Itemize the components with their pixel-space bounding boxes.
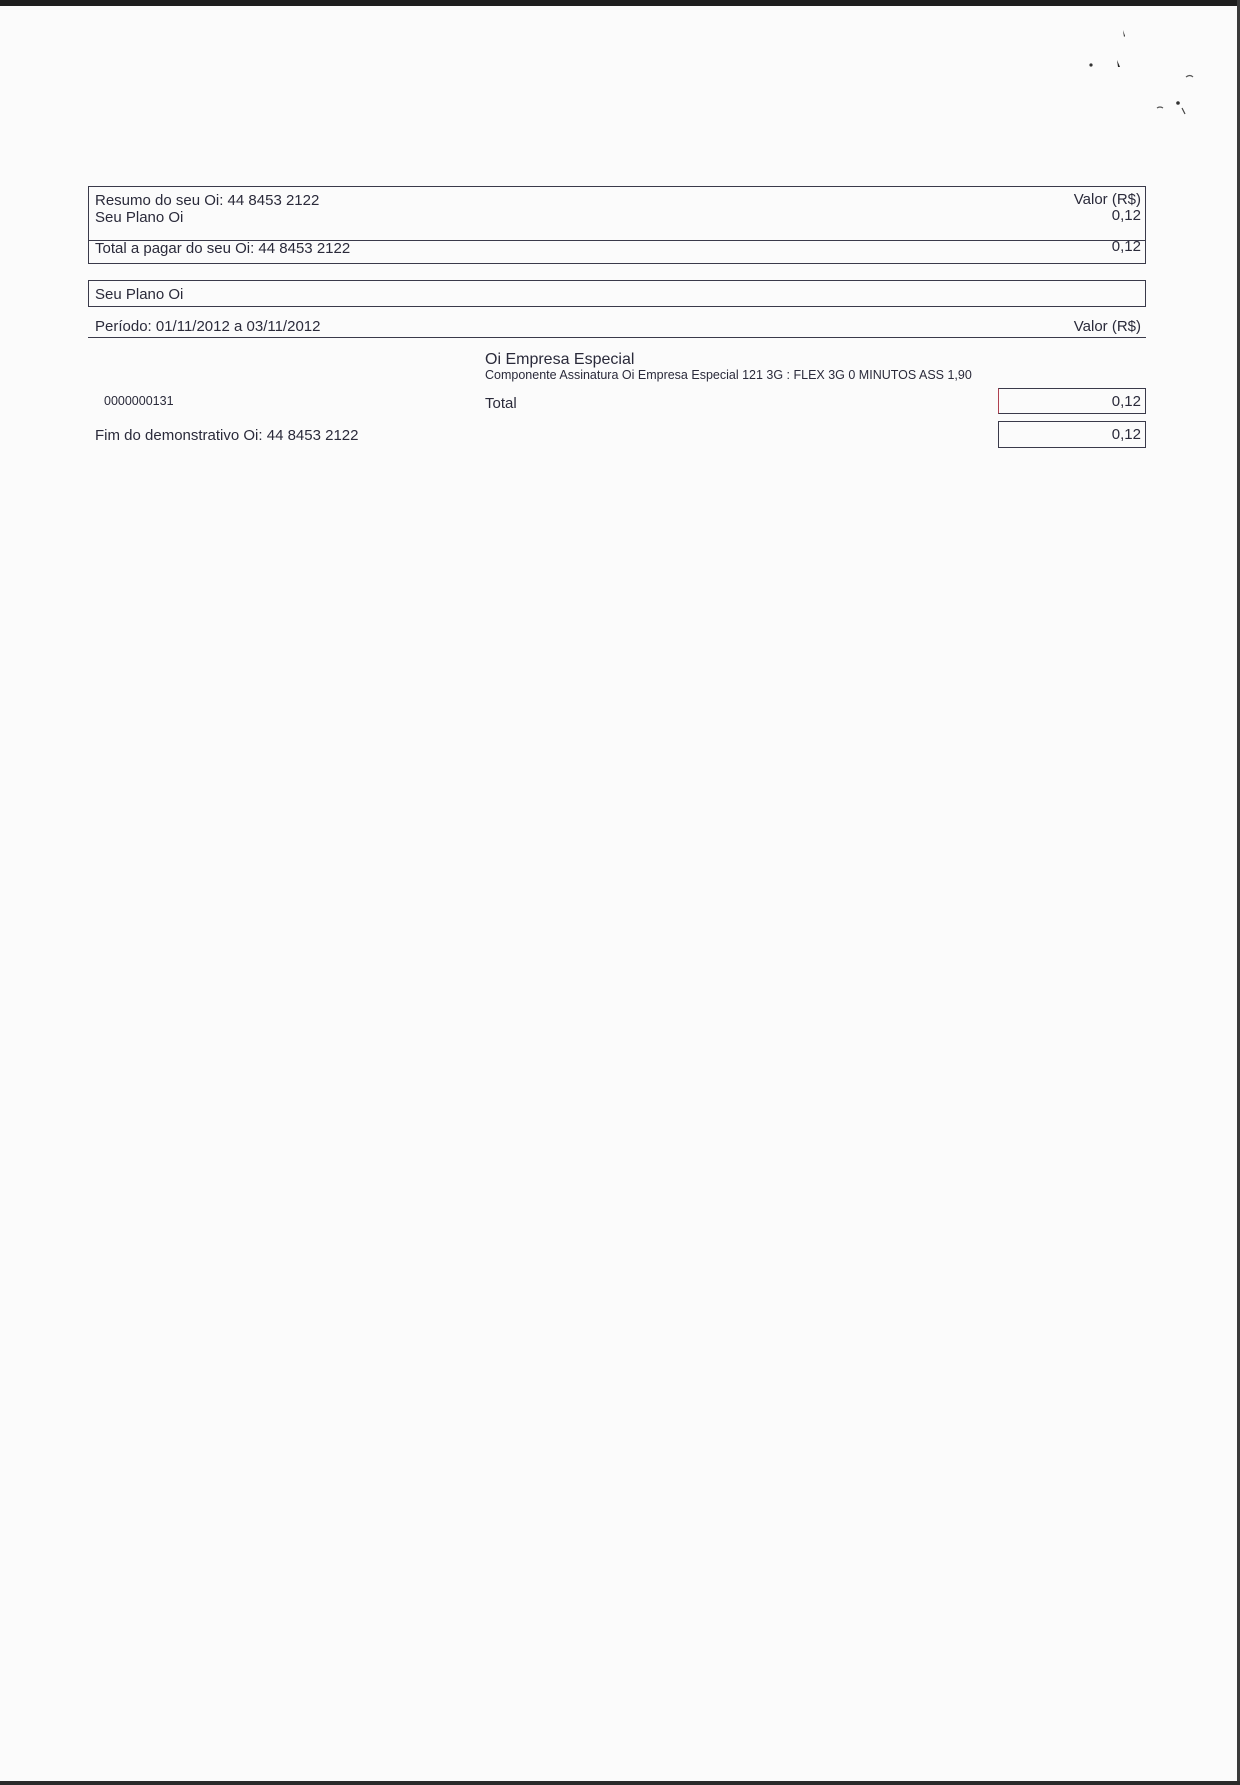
plan-header-label: Seu Plano Oi — [95, 286, 184, 303]
summary-plan-label: Seu Plano Oi — [95, 209, 184, 226]
period-divider — [88, 337, 1146, 338]
summary-plan-value: 0,12 — [1111, 207, 1141, 224]
plan-total-value: 0,12 — [1111, 393, 1141, 410]
plan-period: Período: 01/11/2012 a 03/11/2012 — [95, 318, 321, 335]
summary-total-value: 0,12 — [1111, 238, 1141, 255]
summary-value-header: Valor (R$) — [1073, 191, 1141, 208]
service-detail: Componente Assinatura Oi Empresa Especial 121 3G : FLEX 3G 0 MINUTOS ASS 1,90 — [485, 368, 972, 382]
plan-value-header: Valor (R$) — [1073, 318, 1141, 335]
service-title: Oi Empresa Especial — [485, 351, 635, 368]
scan-edge-bottom — [0, 1781, 1240, 1785]
scan-specks-decoration — [1070, 20, 1220, 130]
end-total-value: 0,12 — [1111, 426, 1141, 443]
plan-total-label: Total — [485, 395, 517, 412]
end-of-statement-label: Fim do demonstrativo Oi: 44 8453 2122 — [95, 427, 359, 444]
summary-title: Resumo do seu Oi: 44 8453 2122 — [95, 192, 320, 209]
plan-header-box — [88, 280, 1146, 307]
service-code: 0000000131 — [104, 394, 174, 408]
summary-total-label: Total a pagar do seu Oi: 44 8453 2122 — [95, 240, 351, 257]
scan-edge-top — [0, 0, 1240, 6]
